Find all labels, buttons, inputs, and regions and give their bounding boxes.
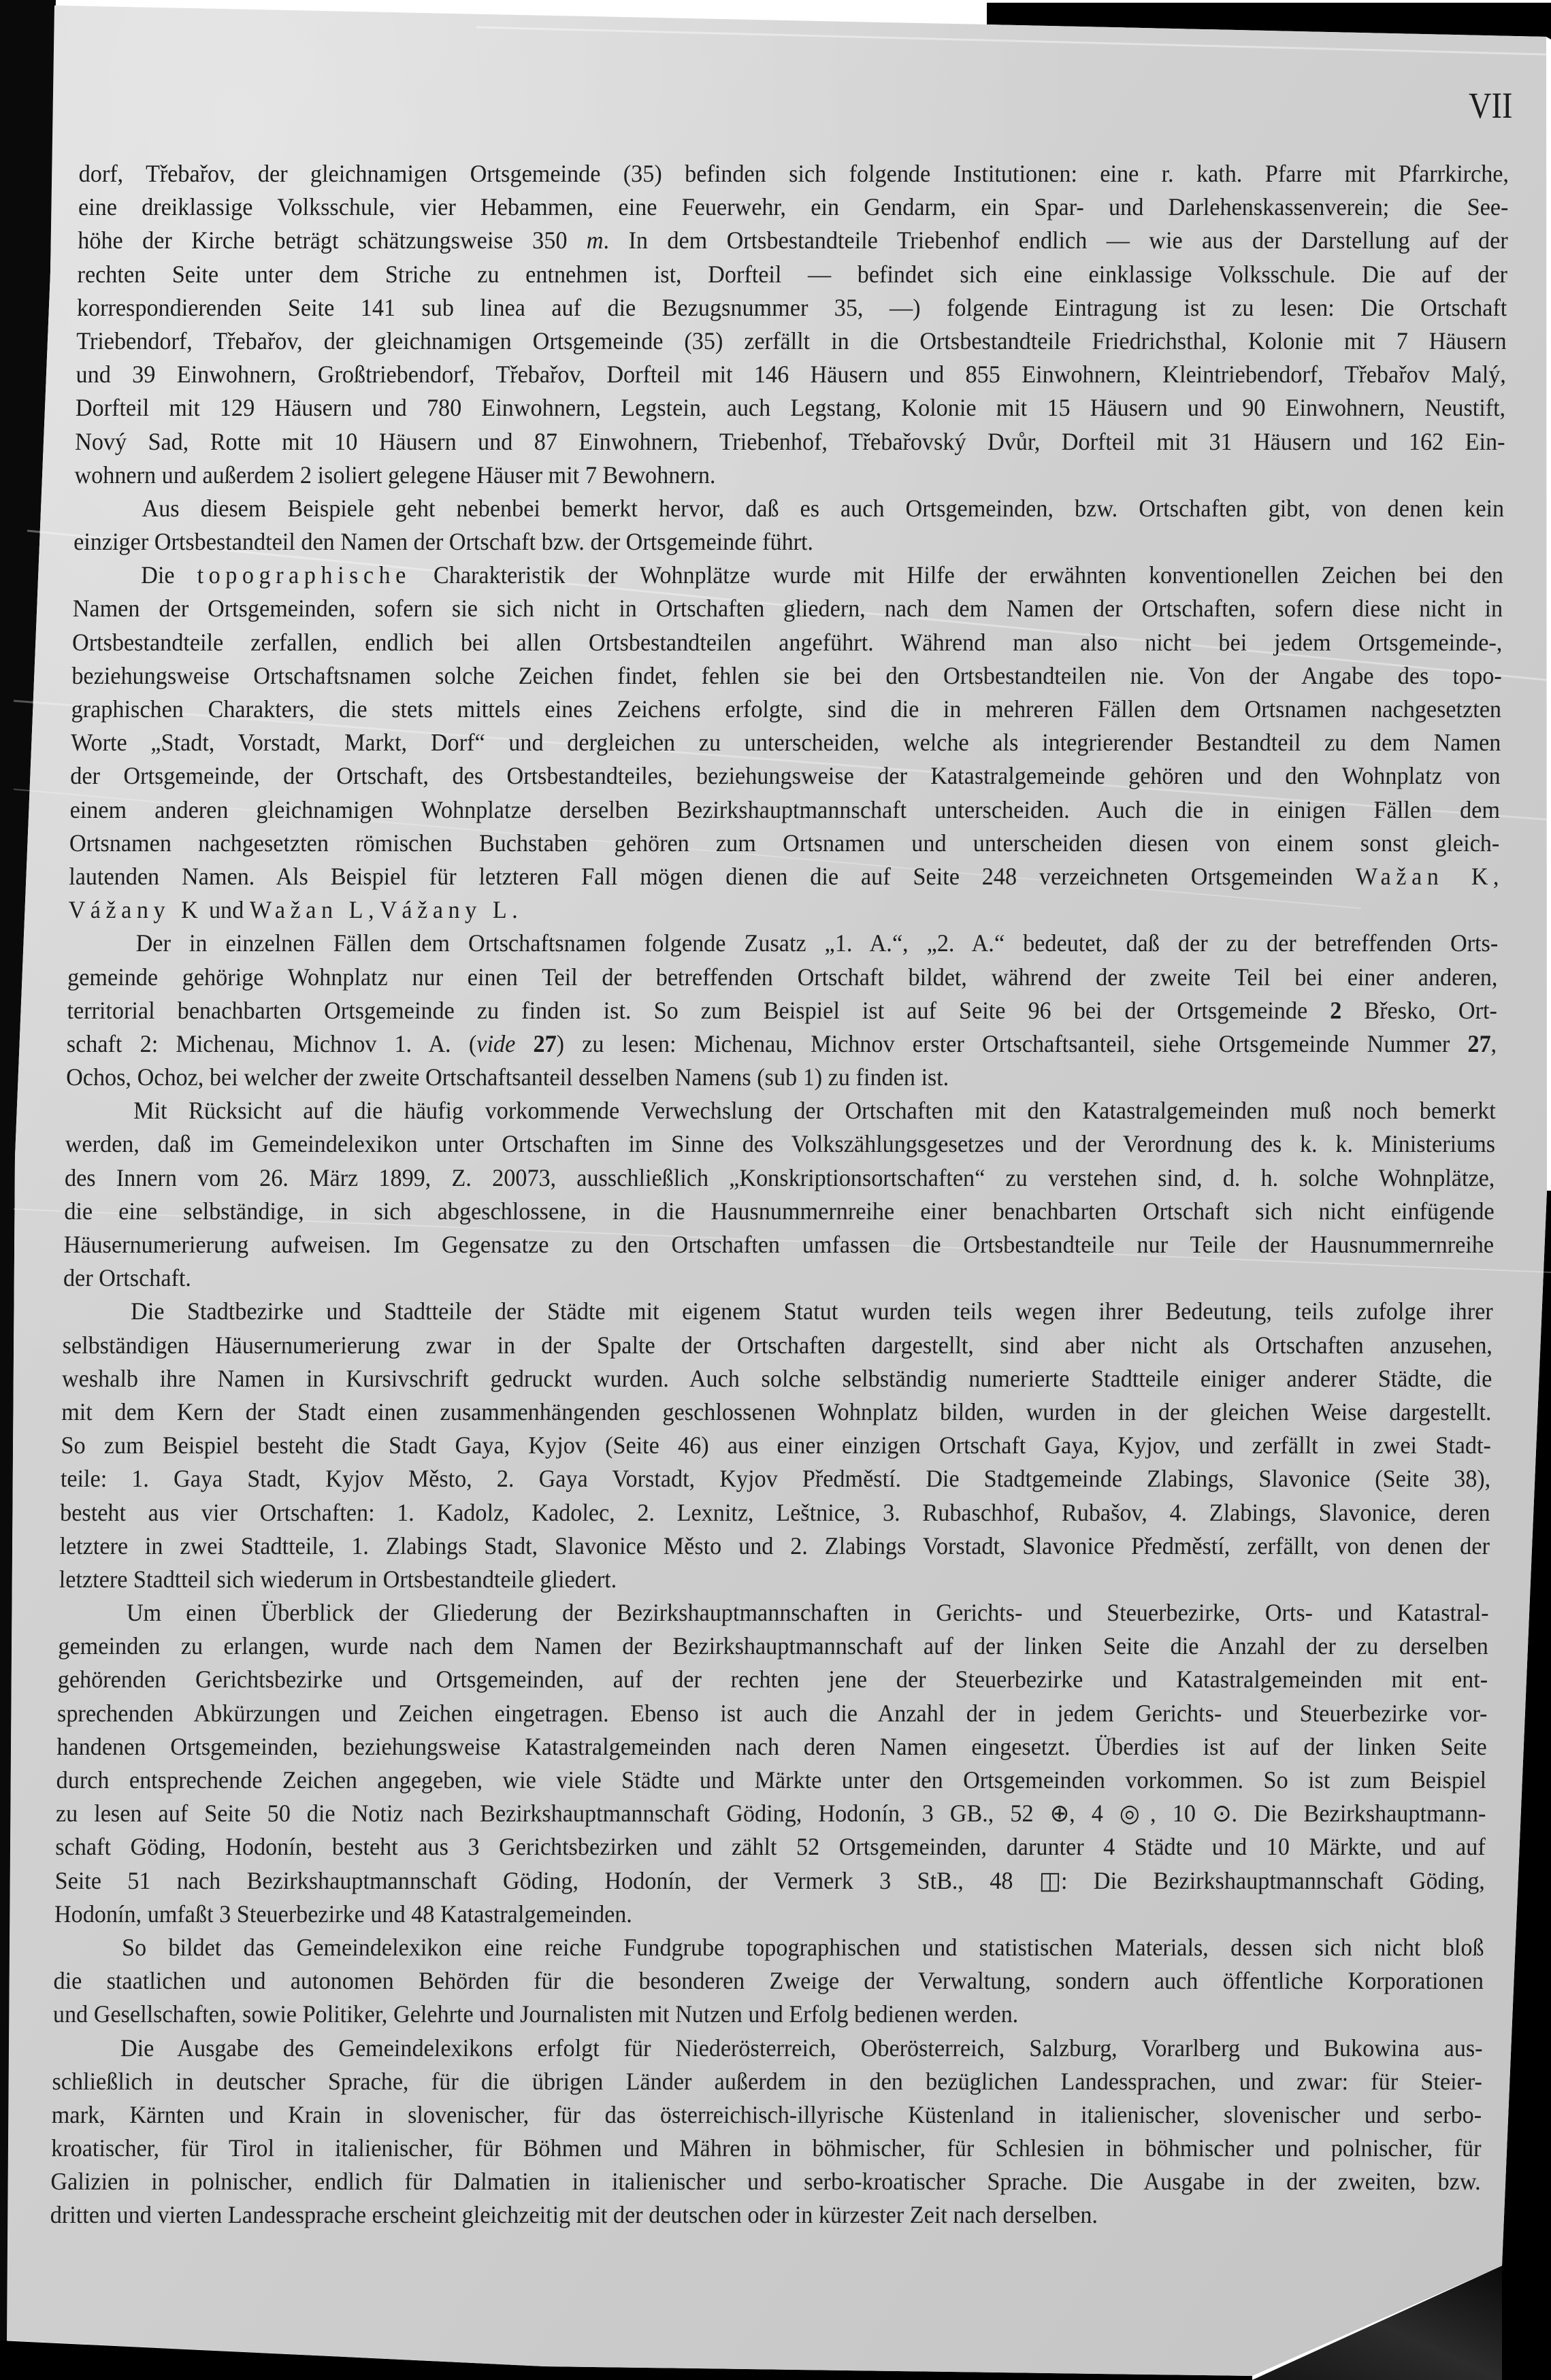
- bold-number: 27: [1467, 1029, 1491, 1057]
- text-line: beziehungsweise Ortschaftsnamen solche Zeichen findet, fehlen sie bei den Ortsbestandteilen nie. Von der Angabe des topo-: [71, 661, 1503, 689]
- text-line: gemeinde gehörige Wohnplatz nur einen Teil der betreffenden Ortschaft bildet, während der zweite Teil bei einer anderen,: [67, 963, 1498, 991]
- bold-number: 27: [533, 1029, 557, 1057]
- bold-number: 2: [1329, 996, 1342, 1024]
- text-line: [73, 559, 1503, 592]
- text-segment: .: [512, 896, 519, 924]
- text-segment: lautenden Namen. Als Beispiel für letzteren Fall mögen dienen die auf Seite 248 verzeichneten Ortsgemeinden: [68, 862, 1356, 890]
- text-line: teile: 1. Gaya Stadt, Kyjov Město, 2. Gaya Vorstadt, Kyjov Předměstí. Die Stadtgemeinde Zlabings, Slavonice (Seite 38),: [60, 1465, 1491, 1493]
- paragraph: [63, 1094, 1497, 1295]
- paragraph: [74, 492, 1505, 559]
- spaced-place-name: Vážany K: [68, 896, 203, 924]
- paragraph: [59, 1295, 1493, 1596]
- text-line: Mit Rücksicht auf die häufig vorkommende Verwechslung der Ortschaften mit den Katastralgemeinden muß noch bemerkt: [133, 1097, 1497, 1125]
- text-line: Galizien in polnischer, endlich für Dalmatien in italienischer und serbo-kroatischer Sprache. Die Ausgabe in der zweiten, bzw.: [50, 2168, 1482, 2196]
- text-line: zu lesen auf Seite 50 die Notiz nach Bezirkshauptmannschaft Göding, Hodonín, 3 GB., 52 ⊕, 4 ◎, 10 ⊙. Die Bezirkshauptmann-: [55, 1800, 1486, 1828]
- text-line: graphischen Charakters, die stets mittels eines Zeichens erfolgte, sind die in mehreren Fällen dem Ortsnamen nachgesetzten: [71, 695, 1502, 723]
- text-segment: territorial benachbarten Ortsgemeinde zu finden ist. So zum Beispiel ist auf Seite 96 bei der Ortsgemeinde: [67, 996, 1330, 1024]
- text-line: Der in einzelnen Fällen dem Ortschaftsnamen folgende Zusatz „1. A.“, „2. A.“ bedeutet, daß der zu der betreffenden Orts-: [135, 929, 1499, 957]
- text-line: dritten und vierten Landessprache erscheint gleichzeitig mit der deutschen oder in kürzester Zeit nach derselben.: [50, 2201, 1098, 2229]
- text-line: des Innern vom 26. März 1899, Z. 20073, ausschließlich „Konskriptionsortschaften“ zu verstehen sind, d. h. solche Wohnplätze,: [64, 1163, 1495, 1191]
- text-line: der Ortsgemeinde, der Ortschaft, des Ortsbestandteiles, beziehungsweise der Katastralgemeinde gehören und den Wohnplatz von: [70, 762, 1501, 790]
- spaced-place-name: Vážany L: [379, 896, 512, 924]
- text-line: besteht aus vier Ortschaften: 1. Kadolz, Kadolec, 2. Lexnitz, Leštnice, 3. Rubaschhof, Rubašov, 4. Zlabings, Slavonice, deren: [59, 1498, 1490, 1526]
- text-line: So bildet das Gemeindelexikon eine reiche Fundgrube topographischen und statistischen Materials, dessen sich nicht bloß: [121, 1933, 1484, 1961]
- text-line: die eine selbständige, in sich abgeschlossene, in die Hausnummernreihe einer benachbarten Ortschaft sich nicht einfügende: [64, 1197, 1495, 1225]
- text-line: einziger Ortsbestandteil den Namen der Ortschaft bzw. der Ortsgemeinde führt.: [73, 528, 814, 556]
- text-line: kroatischer, für Tirol in italienischer, für Böhmen und Mähren in böhmischer, für Schlesien in böhmischer und polnischer, für: [50, 2134, 1482, 2162]
- text-line: durch entsprechende Zeichen angegeben, wie viele Städte und Märkte unter den Ortsgemeinden vorkommen. So ist zum Beispiel: [56, 1766, 1487, 1794]
- text-line: mark, Kärnten und Krain in slovenischer, für das österreichisch-illyrische Küstenland in italienischer, slovenischer und serbo-: [51, 2100, 1482, 2128]
- text-line: einem anderen gleichnamigen Wohnplatze derselben Bezirkshauptmannschaft unterscheiden. Auch die in einigen Fällen dem: [69, 795, 1501, 823]
- text-line: Ortsbestandteile zerfallen, endlich bei allen Ortsbestandteilen angeführt. Während man also nicht bei jedem Ortsgemeinde-,: [71, 628, 1503, 656]
- text-line: werden, daß im Gemeindelexikon unter Ortschaften im Sinne des Volkszählungsgesetzes und der Verordnung des k. k. Ministeriums: [65, 1130, 1496, 1158]
- text-segment: ,: [1490, 1029, 1497, 1057]
- text-segment: ) zu lesen: Michenau, Michnov erster Ortschaftsanteil, siehe Ortsgemeinde Nummer: [556, 1029, 1468, 1057]
- paragraph: [74, 157, 1509, 492]
- text-line: Ochos, Ochoz, bei welcher der zweite Ortschaftsanteil desselben Namens (sub 1) zu finden ist.: [65, 1063, 949, 1091]
- text-line: Dorfteil mit 129 Häusern und 780 Einwohnern, Legstein, auch Legstang, Kolonie mit 15 Häusern und 90 Einwohnern, Neustift,: [75, 394, 1506, 422]
- text-line: selbständigen Häusernumerierung zwar in der Spalte der Ortschaften dargestellt, sind aber nicht als Ortschaften anzusehen,: [62, 1331, 1493, 1359]
- text-segment: Die: [140, 561, 197, 589]
- text-line: Hodonín, umfaßt 3 Steuerbezirke und 48 Katastralgemeinden.: [54, 1900, 633, 1928]
- italic-vide: vide: [476, 1029, 516, 1057]
- text-line: Namen der Ortsgemeinden, sofern sie sich nicht in Ortschaften gliedern, nach dem Namen der Ortschaften, sofern diese nicht in: [72, 595, 1503, 623]
- text-segment: . In dem Ortsbestandteile Triebenhof endlich — wie aus der Darstellung auf der: [603, 227, 1508, 254]
- text-line: letztere in zwei Stadtteile, 1. Zlabings Stadt, Slavonice Město und 2. Zlabings Vorstadt, Slavonice Předměstí, zerfällt, von denen der: [59, 1532, 1490, 1559]
- spaced-place-name: Wažan K: [1355, 862, 1494, 890]
- text-line: Seite 51 nach Bezirkshauptmannschaft Göding, Hodonín, der Vermerk 3 StB., 48 ◫: Die Bezirkshauptmannschaft Göding,: [54, 1866, 1486, 1894]
- text-line: schließlich in deutscher Sprache, für die übrigen Länder außerdem in den bezüglichen Landessprachen, und zwar: für Steier-: [52, 2067, 1483, 2095]
- text-line: [78, 224, 1508, 257]
- paragraph: [53, 1931, 1484, 2032]
- text-line: [66, 1027, 1497, 1061]
- paragraph: [68, 559, 1503, 927]
- text-line: [69, 860, 1499, 893]
- text-line: korrespondierenden Seite 141 sub linea auf die Bezugsnummer 35, —) folgende Eintragung ist zu lesen: Die Ortschaft: [76, 293, 1507, 321]
- text-segment: ,: [1492, 862, 1499, 890]
- text-line: weshalb ihre Namen in Kursivschrift gedruckt wurden. Auch solche selbständig numerierte Stadtteile einiger anderer Städte, die: [61, 1364, 1492, 1392]
- text-line: [67, 994, 1497, 1027]
- text-line: sprechenden Abkürzungen und Zeichen eingetragen. Ebenso ist auch die Anzahl der in jedem Gerichts- und Steuerbezirke vor-: [56, 1699, 1488, 1727]
- text-line: Triebendorf, Třebařov, der gleichnamigen Ortsgemeinde (35) zerfällt in die Ortsbestandteile Friedrichsthal, Kolonie mit 7 Häusern: [76, 327, 1507, 354]
- text-line: und 39 Einwohnern, Großtriebendorf, Třebařov, Dorfteil mit 146 Häusern und 855 Einwohnern, Kleintriebendorf, Třebařov Malý,: [76, 361, 1507, 389]
- text-line: Worte „Stadt, Vorstadt, Markt, Dorf“ und dergleichen zu unterscheiden, welche als integrierender Bestandteil zu dem Namen: [70, 729, 1501, 757]
- page-number: VII: [1469, 85, 1513, 126]
- text-segment: Charakteristik der Wohnplätze wurde mit Hilfe der erwähnten konventionellen Zeichen bei den: [410, 561, 1504, 589]
- text-line: mit dem Kern der Stadt einen zusammenhängenden geschlossenen Wohnplatz bilden, wurden in der gleichen Weise dargestellt.: [61, 1398, 1492, 1425]
- text-line: Nový Sad, Rotte mit 10 Häusern und 87 Einwohnern, Triebenhof, Třebařovský Dvůr, Dorfteil mit 31 Häusern und 162 Ein-: [74, 427, 1505, 455]
- text-line: der Ortschaft.: [63, 1264, 192, 1292]
- text-line: handenen Ortsgemeinden, beziehungsweise Katastralgemeinden nach deren Namen eingesetzt. Überdies ist auf der linken Seite: [56, 1732, 1488, 1760]
- text-line: wohnern und außerdem 2 isoliert gelegene Häuser mit 7 Bewohnern.: [74, 461, 716, 489]
- text-line: [68, 893, 1499, 927]
- text-line: Aus diesem Beispiele geht nebenbei bemerkt hervor, daß es auch Ortsgemeinden, bzw. Ortschaften gibt, von denen kein: [142, 494, 1505, 522]
- text-segment: [515, 1030, 534, 1057]
- text-segment: ,: [368, 896, 380, 924]
- text-line: letztere Stadtteil sich wiederum in Ortsbestandteile gliedert.: [59, 1565, 617, 1593]
- text-line: schaft Göding, Hodonín, besteht aus 3 Gerichtsbezirken und zählt 52 Ortsgemeinden, darunter 4 Städte und 10 Märkte, und auf: [55, 1833, 1486, 1861]
- paragraph: [66, 927, 1499, 1094]
- paragraph: [54, 1596, 1489, 1931]
- text-segment: höhe der Kirche beträgt schätzungsweise 350: [78, 227, 587, 254]
- text-line: eine dreiklassige Volksschule, vier Hebammen, eine Feuerwehr, ein Gendarm, ein Spar- und Darlehenskassenverein; die See-: [78, 193, 1509, 221]
- text-segment: Břesko, Ort-: [1341, 996, 1498, 1024]
- text-line: So zum Beispiel besteht die Stadt Gaya, Kyjov (Seite 46) aus einer einzigen Ortschaft Gaya, Kyjov, und zerfällt in zwei Stadt-: [61, 1432, 1492, 1459]
- text-line: die staatlichen und autonomen Behörden für die besonderen Zweige der Verwaltung, sondern auch öffentliche Korporationen: [53, 1967, 1484, 1995]
- unit-meters: m: [586, 227, 604, 254]
- text-line: gehörenden Gerichtsbezirke und Ortsgemeinden, auf der rechten jene der Steuerbezirke und Katastralgemeinden mit ent-: [57, 1666, 1488, 1693]
- spaced-emphasis: topographische: [197, 561, 412, 589]
- text-line: und Gesellschaften, sowie Politiker, Gelehrte und Journalisten mit Nutzen und Erfolg bedienen werden.: [52, 2000, 1019, 2028]
- text-line: Häusernumerierung aufweisen. Im Gegensatze zu den Ortschaften umfassen die Ortsbestandteile nur Teile der Hausnummernreihe: [63, 1231, 1495, 1258]
- text-line: Die Ausgabe des Gemeindelexikons erfolgt für Niederösterreich, Oberösterreich, Salzburg, Vorarlberg und Bukowina aus-: [120, 2034, 1483, 2062]
- text-segment: schaft 2: Michenau, Michnov 1. A. (: [66, 1029, 477, 1057]
- text-line: Um einen Überblick der Gliederung der Bezirkshauptmannschaften in Gerichts- und Steuerbezirke, Orts- und Katastral-: [126, 1599, 1489, 1627]
- body-text: [50, 157, 1509, 2232]
- text-line: Die Stadtbezirke und Stadtteile der Städte mit eigenem Statut wurden teils wegen ihrer Bedeutung, teils zufolge ihrer: [130, 1298, 1493, 1325]
- text-line: rechten Seite unter dem Striche zu entnehmen ist, Dorfteil — befindet sich eine einklassige Volksschule. Die auf der: [77, 260, 1508, 288]
- text-segment: und: [203, 896, 250, 924]
- paragraph: [50, 2032, 1483, 2232]
- spaced-place-name: Wažan L: [249, 896, 369, 924]
- text-line: dorf, Třebařov, der gleichnamigen Ortsgemeinde (35) befinden sich folgende Institutionen: eine r. kath. Pfarre mit Pfarrkirche,: [78, 160, 1509, 187]
- text-line: gemeinden zu erlangen, wurde nach dem Namen der Bezirkshauptmannschaft auf der linken Seite die Anzahl der zu derselben: [58, 1632, 1489, 1660]
- text-line: Ortsnamen nachgesetzten römischen Buchstaben gehören zum Ortsnamen und unterscheiden diesen von einem sonst gleich-: [69, 829, 1500, 857]
